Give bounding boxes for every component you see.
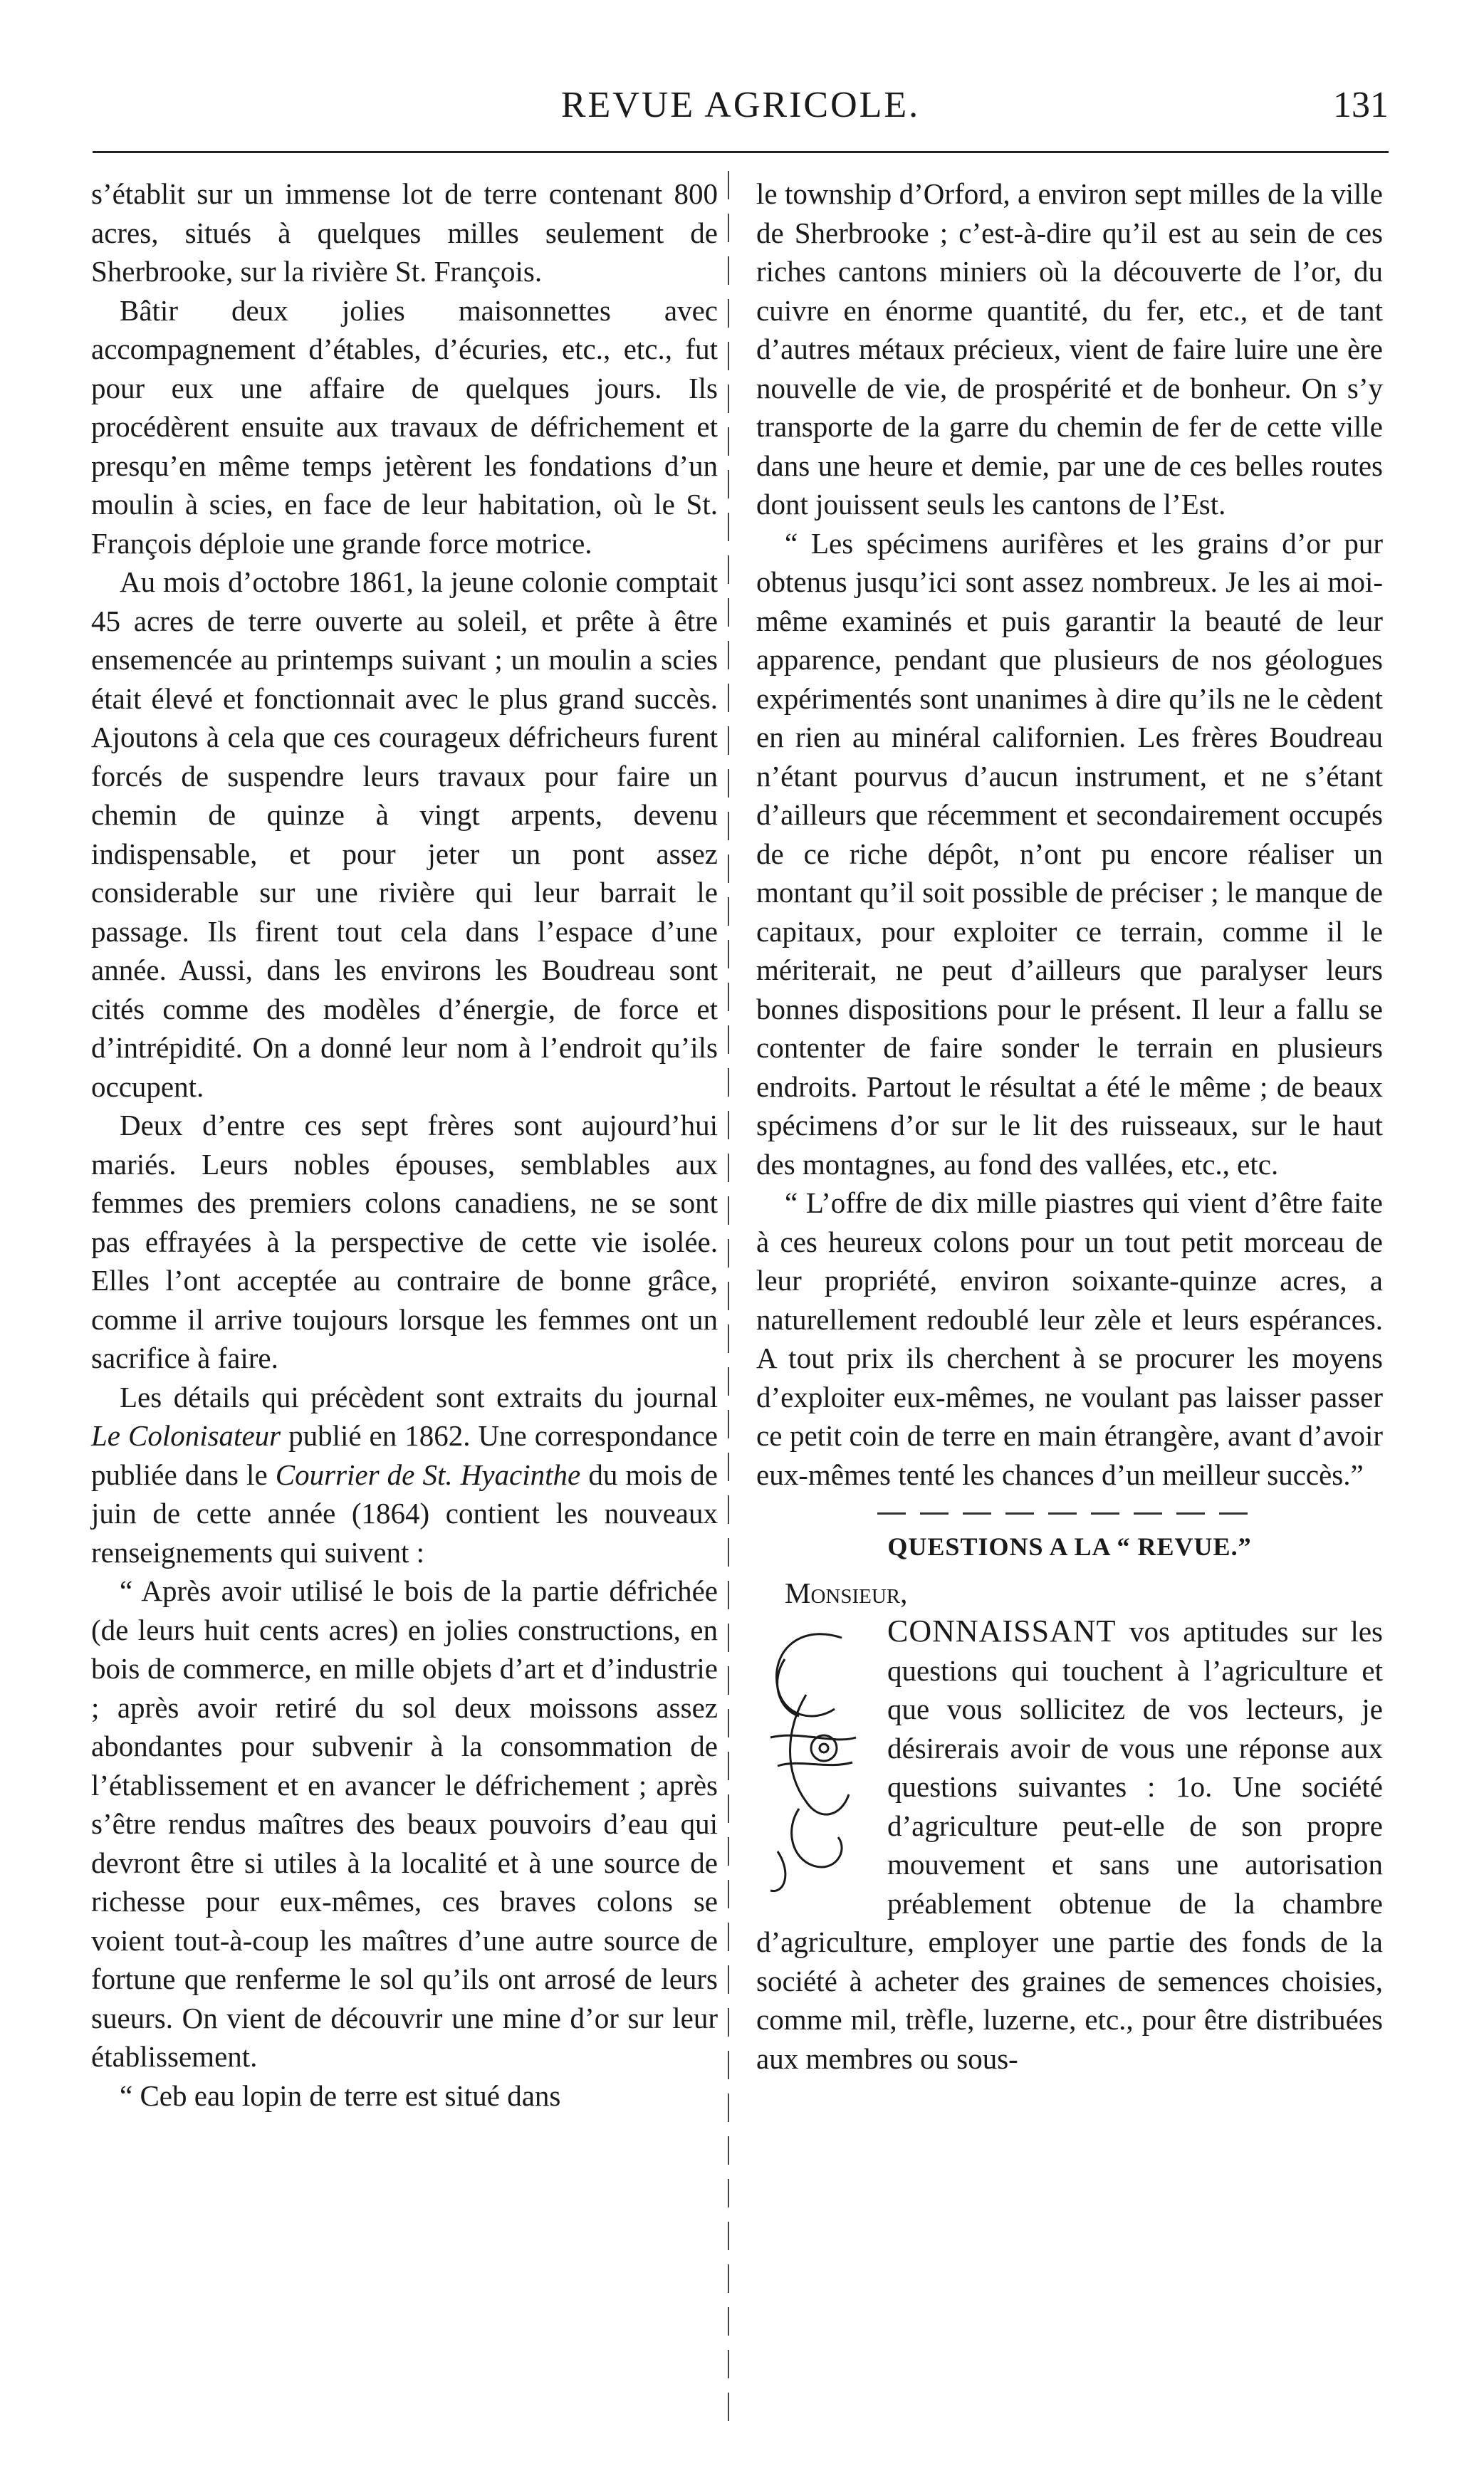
column-divider <box>728 171 729 2421</box>
right-paragraph-3: “ L’offre de dix mille piastres qui vient d’être faite à ces heureux colons pour un tout petit morceau de leur propriété, environ soixante-quinze acres, a naturellement redoublé leur zèle et leurs espérances. A tout prix ils cherchent à se procurer les moyens d’exploiter eux-mêmes, ne voulant pas laisser passer ce petit coin de terre en main étrangère, avant d’avoir eux-mêmes tenté les chances d’un meilleur succès.” <box>756 1186 1383 1491</box>
left-paragraph-6: “ Après avoir utilisé le bois de la partie défrichée (de leurs huit cents acres) en jolies constructions, en bois de commerce, en mille objets d’art et d’industrie ; après avoir retiré du sol deux moissons assez abondantes pour subvenir à la consommation de l’établissement et en avancer le défrichement ; après s’être rendus maîtres des beaux pouvoirs d’eau qui devront être si utiles à la localité et à une source de richesse pour eux-mêmes, ces braves colons se voient tout-à-coup les maîtres d’une autre source de fortune que renferme le sol qu’ils ont arrosé de leurs sueurs. On vient de découvrir une mine d’or sur leur établissement. <box>91 1574 718 2073</box>
salutation: Monsieur, <box>785 1576 908 1609</box>
left-paragraph-1: s’établit sur un immense lot de terre contenant 800 acres, situés à quelques milles seulement de Sherbrooke, sur la rivière St. François. <box>91 177 718 288</box>
left-paragraph-3: Au mois d’octobre 1861, la jeune colonie comptait 45 acres de terre ouverte au soleil, et prête à être ensemencée au printemps suivant ; un moulin a scies était élevé et fonctionnait avec le plus grand succès. Ajoutons à cela que ces courageux défricheurs furent forcés de suspendre leurs travaux pour faire un chemin de quinze à vingt arpents, devenu indispensable, et pour jeter un pont assez considerable sur une rivière qui leur barrait le passage. Ils firent tout cela dans l’espace d’une année. Aussi, dans les environs les Boudreau sont cités comme des modèles d’énergie, de force et d’intrépidité. On a donné leur nom à l’endroit qu’ils occupent. <box>91 565 718 1103</box>
letter-body <box>756 1612 1383 2078</box>
section-heading: QUESTIONS A LA “ REVUE.” <box>887 1532 1252 1561</box>
left-column <box>91 174 718 2115</box>
right-paragraph-2: “ Les spécimens aurifères et les grains d’or pur obtenus jusqu’ici sont assez nombreux. Je les ai moi-même examinés et puis garantir la beauté de leur apparence, pendant que plusieurs de nos géologues expérimentés sont unanimes à dire qu’ils ne le cèdent en rien au minéral californien. Les frères Boudreau n’étant pourvus d’aucun instrument, et ne s’étant d’ailleurs que récemment et secondairement occupés de ce riche dépôt, n’ont pu encore réaliser un montant qu’il soit possible de préciser ; le manque de capitaux, pour exploiter ce terrain, comme il le mériterait, ne peut d’ailleurs que paralyser leurs bonnes dispositions pour le présent. Il leur a fallu se contenter de faire sonder le terrain en plusieurs endroits. Partout le résultat a été le même ; de beaux spécimens d’or sur le lit des ruisseaux, sur le haut des montagnes, au fond des vallées, etc., etc. <box>756 526 1383 1181</box>
text-run: publié en 1862. Une correspondance publiée dans le <box>91 1419 718 1491</box>
text-run: Les détails qui précèdent sont extraits du journal <box>120 1380 718 1413</box>
letter-text: vos aptitudes sur les questions qui touchent à l’agriculture et que vous sollicitez de vos lecteurs, je désirerais avoir de vous une réponse aux questions suivantes : 1o. Une société d’agriculture peut-elle de son propre mouvement et sans une autorisation préablement obtenue de la chambre d’agriculture, employer une partie des fonds de la société à acheter des graines de semences choisies, comme mil, trèfle, luzerne, etc., pour être distribuées aux membres ou sous- <box>756 1615 1383 2075</box>
left-paragraph-7: “ Ceb eau lopin de terre est situé dans <box>120 2079 561 2112</box>
journal-title-courrier: Courrier de St. Hyacinthe <box>275 1458 581 1491</box>
running-head <box>93 84 1389 141</box>
journal-title-colonisateur: Le Colonisateur <box>91 1419 281 1452</box>
left-paragraph-5 <box>91 1378 718 1572</box>
page-number: 131 <box>1333 85 1389 125</box>
section-separator <box>877 1512 1262 1515</box>
text-run: du mois de juin de cette année (1864) contient les nouveaux renseignements qui suivent : <box>91 1458 719 1569</box>
left-paragraph-4: Deux d’entre ces sept frères sont aujourd’hui mariés. Leurs nobles épouses, semblables aux femmes des premiers colons canadiens, ne se sont pas effrayées à la perspective de cette vie isolée. Elles l’ont acceptée au contraire de bonne grâce, comme il arrive toujours lorsque les femmes ont un sacrifice à faire. <box>91 1109 718 1374</box>
running-title: REVUE AGRICOLE. <box>560 85 921 125</box>
ornamental-dropcap-icon <box>756 1616 877 1901</box>
dropcap-letter: C <box>887 1614 909 1648</box>
left-paragraph-2: Bâtir deux jolies maisonnettes avec accompagnement d’étables, d’écuries, etc., etc., fut pour eux une affaire de quelques jours. Ils procédèrent ensuite aux travaux de défrichement et presqu’en même temps jetèrent les fondations d’un moulin à scies, en face de leur habitation, où le St. François déploie une grande force motrice. <box>91 293 718 560</box>
letter-lead-word: ONNAISSANT <box>909 1614 1117 1648</box>
right-column <box>756 174 1383 2078</box>
header-rule <box>93 151 1389 153</box>
right-paragraph-1: le township d’Orford, a environ sept milles de la ville de Sherbrooke ; c’est-à-dire qu’il est au sein de ces riches cantons miniers où la découverte de l’or, du cuivre en énorme quantité, du fer, etc., et de tant d’autres métaux précieux, vient de faire luire une ère nouvelle de vie, de prospérité et de bonheur. On s’y transporte de la garre du chemin de fer de cette ville dans une heure et demie, par une de ces belles routes dont jouissent seuls les cantons de l’Est. <box>756 177 1383 521</box>
